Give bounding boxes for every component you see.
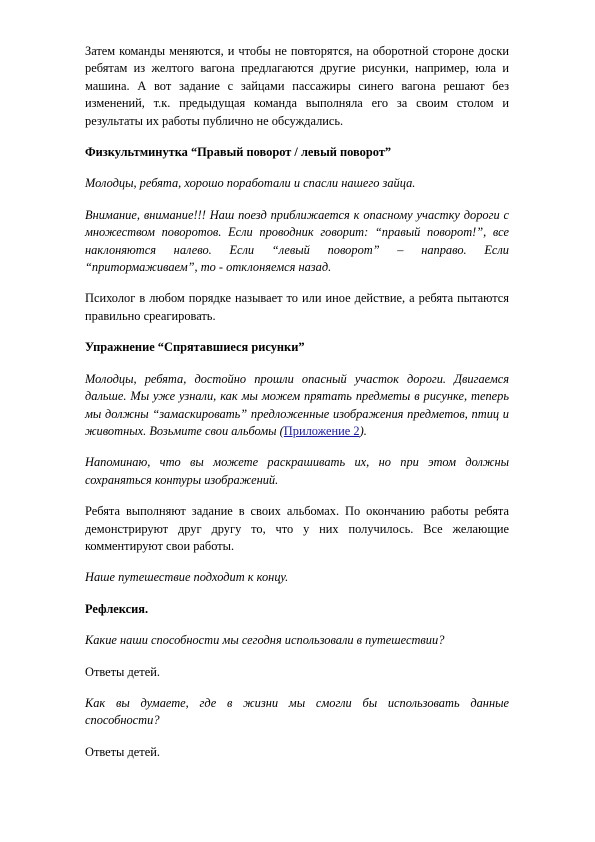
question-life-use: Как вы думаете, где в жизни мы смогли бы использовать данные способности? <box>85 695 509 728</box>
paragraph-attention: Внимание, внимание!!! Наш поезд приближается к опасному участку дороги с множеством поворотов. Если проводник говорит: “правый поворот!”, все наклоняются налево. Если “левый поворот” – направо. Если “притормаживаем”, то - отклоняемся назад. <box>85 207 509 275</box>
appendix-link[interactable]: Приложение 2 <box>283 423 360 438</box>
heading-hidden-pictures: Упражнение “Спрятавшиеся рисунки” <box>85 340 305 355</box>
paragraph-reminder: Напоминаю, что вы можете раскрашивать их, но при этом должны сохраняться контуры изображений. <box>85 455 509 487</box>
paragraph-albums-text: Молодцы, ребята, достойно прошли опасный участок дороги. Двигаемся дальше. Мы уже узнали, как мы можем прятать предметы в рисунке, теперь мы должны “замаскировать” предложенные изображения предметов, птиц и животных. Возьмите свои альбомы ( <box>85 371 509 438</box>
paragraph-journey-end: Наше путешествие подходит к концу. <box>85 570 289 585</box>
paragraph-albums <box>85 371 509 441</box>
heading-reflection: Рефлексия. <box>85 601 149 616</box>
paragraph-praise: Молодцы, ребята, хорошо поработали и спасли нашего зайца. <box>85 176 416 191</box>
question-abilities: Какие наши способности мы сегодня использовали в путешествии? <box>85 633 445 648</box>
paragraph-albums-end: ). <box>359 423 367 438</box>
answer-children-1: Ответы детей. <box>85 664 160 679</box>
paragraph-children-work: Ребята выполняют задание в своих альбомах. По окончанию работы ребята демонстрируют друг другу то, что у них получилось. Все желающие комментируют свои работы. <box>85 504 509 553</box>
heading-physical-break: Физкультминутка “Правый поворот / левый поворот” <box>85 145 392 160</box>
document-page <box>85 43 509 775</box>
answer-children-2: Ответы детей. <box>85 744 160 759</box>
paragraph-psychologist: Психолог в любом порядке называет то или иное действие, а ребята пытаются правильно среагировать. <box>85 291 509 323</box>
paragraph-team-change: Затем команды меняются, и чтобы не повторятся, на оборотной стороне доски ребятам из желтого вагона предлагаются другие рисунки, например, юла и машина. А вот задание с зайцами пассажиры синего вагона решают без изменений, т.к. предыдущая команда выполняла его за своим столом и результаты их работы публично не обсуждались. <box>85 44 509 128</box>
